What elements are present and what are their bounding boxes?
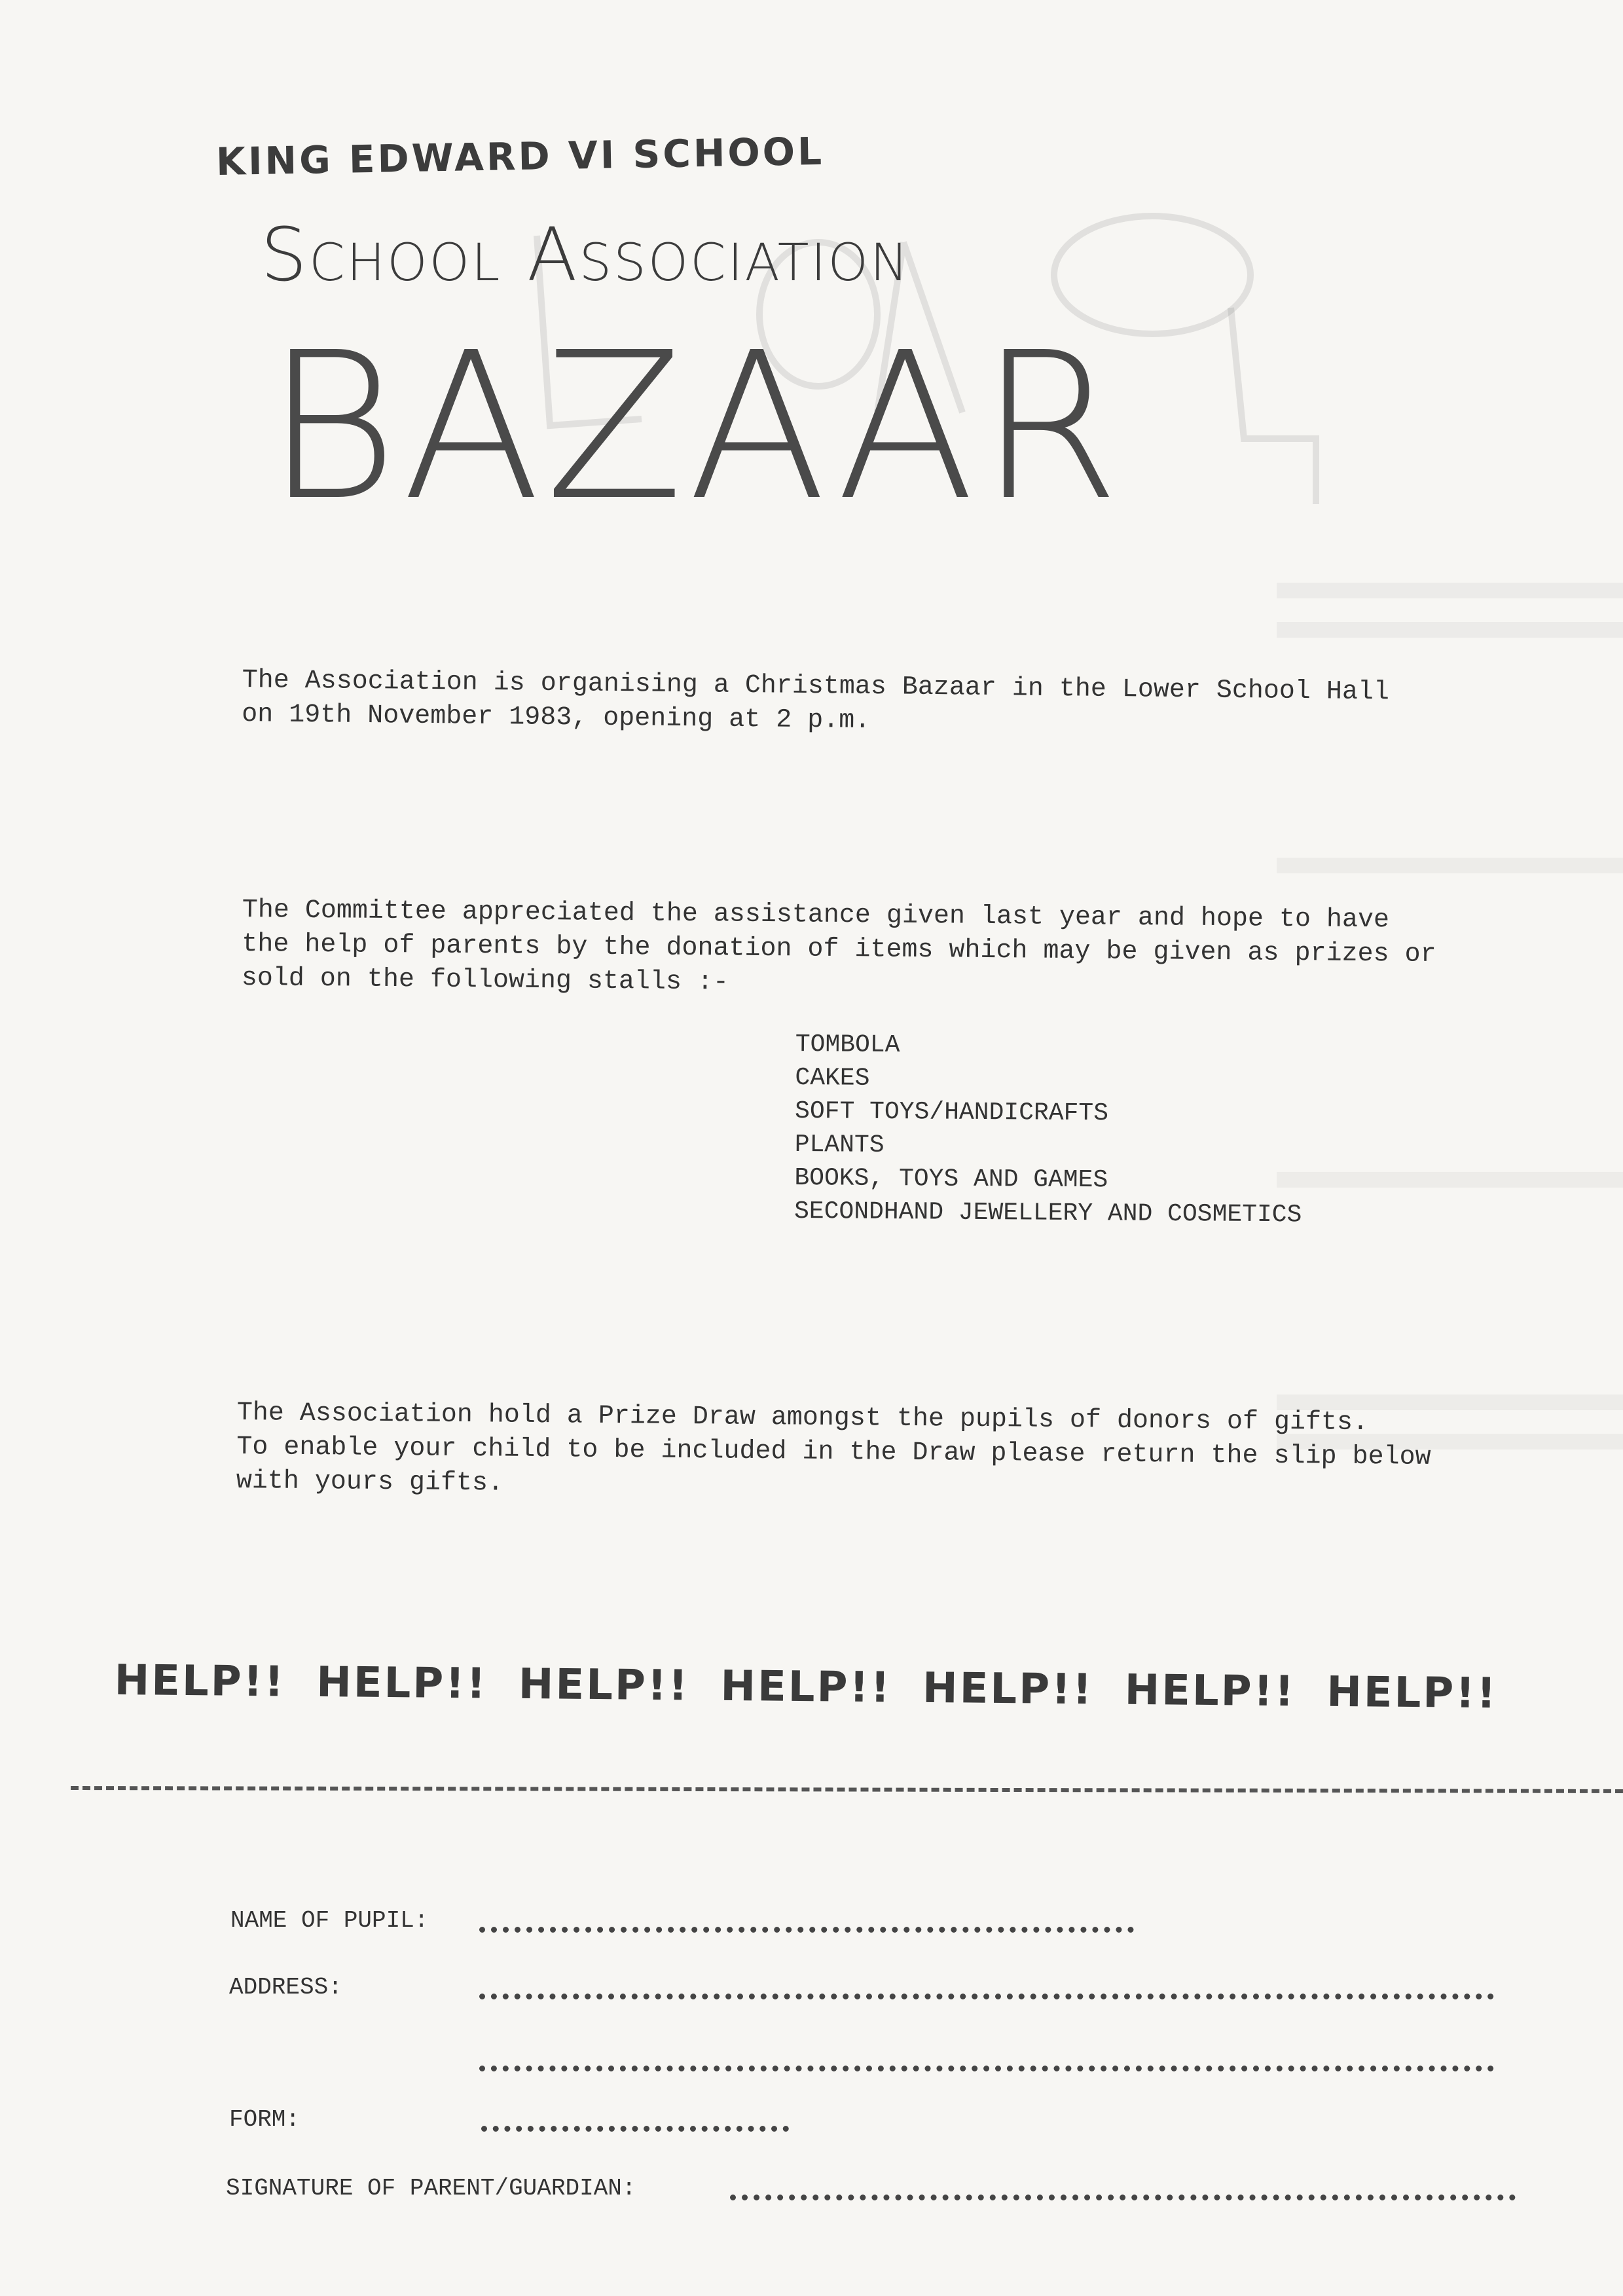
address-field-line-1[interactable] <box>479 1974 1494 1999</box>
form-row <box>229 2106 884 2139</box>
signature-label: SIGNATURE OF PARENT/GUARDIAN: <box>226 2175 636 2202</box>
school-name: KING EDWARD VI SCHOOL <box>215 128 825 185</box>
tear-off-line <box>71 1786 1623 1793</box>
stall-item: TOMBOLA <box>795 1030 900 1060</box>
form-field[interactable] <box>481 2106 789 2132</box>
association-heading: School Association <box>261 213 911 298</box>
stall-item: SECONDHAND JEWELLERY AND COSMETICS <box>793 1197 1302 1230</box>
stall-item: SOFT TOYS/HANDICRAFTS <box>794 1097 1109 1128</box>
stall-item: CAKES <box>795 1063 870 1093</box>
help-banner: HELP!! HELP!! HELP!! HELP!! HELP!! HELP!! HELP!! <box>114 1656 1498 1719</box>
intro-paragraph: The Association is organising a Christmas Bazaar in the Lower School Hall on 19th November 1983, opening at 2 p.m. <box>241 665 1390 737</box>
prize-draw-paragraph: The Association hold a Prize Draw amongst the pupils of donors of gifts. To enable your child to be included in the Draw please return the slip below with yours gifts. <box>236 1398 1431 1499</box>
stalls-list <box>794 1028 1303 1231</box>
signature-row <box>226 2175 1535 2208</box>
address-row <box>229 1974 1506 2092</box>
committee-paragraph: The Committee appreciated the assistance given last year and hope to have the help of parents by the donation of items which may be given as prizes or sold on the following stalls :- <box>241 895 1436 998</box>
stall-item: PLANTS <box>794 1130 884 1159</box>
signature-field[interactable] <box>730 2175 1516 2200</box>
pupil-name-field[interactable] <box>479 1907 1134 1933</box>
pupil-name-label: NAME OF PUPIL: <box>230 1907 429 1934</box>
page-title: BAZAAR <box>265 309 1124 545</box>
address-field-line-2[interactable] <box>479 2046 1494 2071</box>
pupil-name-row <box>230 1907 1147 1940</box>
form-label: FORM: <box>229 2106 301 2133</box>
stall-item: BOOKS, TOYS AND GAMES <box>794 1163 1108 1195</box>
address-label: ADDRESS: <box>229 1974 342 2001</box>
